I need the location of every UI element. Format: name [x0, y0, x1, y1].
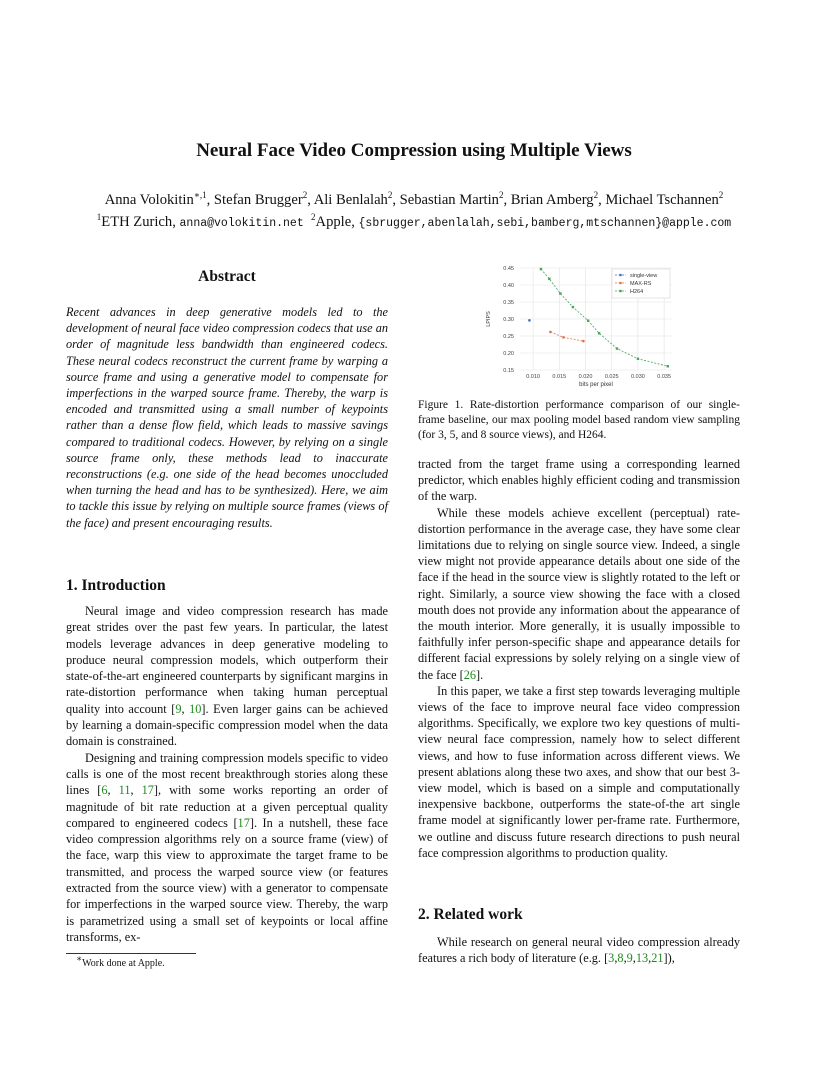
citation-link[interactable]: 3 [608, 951, 615, 966]
author-sup: 2 [718, 190, 724, 201]
x-tick-label: 0.035 [657, 374, 672, 380]
text: , [181, 701, 190, 716]
author: Stefan Brugger [213, 192, 303, 208]
text: ]. Even larger gains can be achieved by learning a domain-specific compression model when the data domain is constrained. [66, 701, 388, 749]
email-link[interactable]: anna@volokitin.net [179, 217, 304, 230]
abstract-heading: Abstract [198, 268, 256, 285]
author: Michael Tschannen [605, 192, 719, 208]
data-point-h264 [559, 292, 561, 294]
author-sup: ∗,1 [193, 190, 207, 201]
citation-link[interactable]: 9 [626, 951, 633, 966]
y-tick-label: 0.40 [503, 283, 514, 289]
affiliations [0, 214, 828, 231]
x-tick-label: 0.030 [631, 374, 645, 380]
right-column-body [418, 456, 740, 861]
author: Sebastian Martin [399, 192, 499, 208]
legend-swatch-marker [619, 290, 621, 292]
x-axis-label: bits per pixel [579, 382, 613, 388]
legend-label: MAX-RS [630, 281, 652, 287]
y-tick-label: 0.20 [503, 351, 514, 357]
citation-link[interactable]: 13 [635, 951, 649, 966]
x-tick-label: 0.020 [578, 374, 593, 380]
citation-link[interactable]: 6 [101, 783, 108, 798]
affiliation-sup: 1 [96, 212, 102, 223]
related-work-body: While research on general neural video compression already features a rich body of literature (e.g. [3,8,9,13,21]), [418, 935, 740, 966]
data-point-max-rs [562, 336, 565, 339]
footnote-mark: ∗ [76, 953, 83, 964]
y-tick-label: 0.25 [503, 334, 514, 340]
citation-link[interactable]: 17 [237, 815, 250, 830]
y-tick-label: 0.45 [503, 266, 514, 272]
y-axis-label: LPIPS [486, 311, 492, 327]
footnote-text: Work done at Apple. [82, 958, 165, 969]
legend-swatch-marker [619, 282, 622, 285]
data-point-h264 [637, 358, 639, 360]
citation-link[interactable]: 9 [175, 701, 182, 716]
author: Anna Volokitin [104, 192, 194, 208]
y-tick-label: 0.35 [503, 300, 514, 306]
x-tick-label: 0.015 [552, 374, 567, 380]
data-point-single-view [528, 319, 531, 322]
text: Neural image and video compression research has made great strides over the past few years. In particular, the latest models leverage advances in deep generative modeling to produce neural compression models, which outperform their state-of-the-art engineered counterparts by significant margins in rate-distortion performance when taking human perceptual quality into account [ [66, 604, 388, 716]
x-tick-label: 0.010 [526, 374, 540, 380]
citation-link[interactable]: 17 [141, 783, 154, 798]
figure-caption: Figure 1. Rate-distortion performance comparison of our single-frame baseline, our max pooling model based random view sampling (for 3, 5, and 8 source views), and H264. [418, 399, 740, 441]
paragraph [66, 750, 388, 946]
text: ], with some works reporting an order of magnitude of bit rate reduction at a given perceptual quality compared to engineered codecs [ [66, 783, 388, 830]
paragraph: In this paper, we take a first step towards leveraging multiple views of the face to improve neural face video compression algorithms. Specifically, we explore two key questions of multi-view neural face compression, namely how to select different views, and how to fuse information across different views. We present ablations along these two axes, and show that our best 3-view model, which is based on a simple and computationally inexpensive backbone, outperforms the state-of-the art single frame model at significantly lower per-frame rate. Furthermore, we outline and discuss future research directions to push neural face compression algorithms to production quality. [418, 683, 740, 860]
data-point-h264 [572, 306, 574, 308]
affiliation-name: ETH Zurich, [101, 214, 176, 230]
data-point-max-rs [549, 331, 552, 334]
data-point-max-rs [582, 340, 585, 343]
text: Designing and training compression models specific to video calls is one of the most recent breakthrough stories along these lines [ [66, 750, 388, 798]
author-sup: 2 [387, 190, 393, 201]
author: Brian Amberg [510, 192, 594, 208]
footnote-divider [66, 953, 196, 954]
section-heading-related-work: 2. Related work [418, 906, 523, 923]
section-heading-introduction: 1. Introduction [66, 577, 166, 594]
citation-link[interactable]: 8 [617, 951, 624, 966]
text: While these models achieve excellent (perceptual) rate-distortion performance in the average case, they have some clear limitations due to relying on single source view. Indeed, a single view might not provide appearance details about one side of the face if the head in the source view is slightly rotated to the left or right. Similarly, a source view showing the face with a closed mouth does not provide any information about the appearance of the mouth interior. More generally, it is usually impossible to faithfully infer person-specific shape and appearance details for different facial expressions by solely relying on a single view of the face [ [418, 505, 740, 682]
data-point-h264 [548, 278, 550, 280]
data-point-h264 [598, 332, 600, 334]
author-sup: 2 [593, 190, 599, 201]
legend-swatch-marker [619, 274, 622, 277]
data-point-h264 [616, 347, 618, 349]
affiliation-sup: 2 [311, 212, 316, 223]
text: ]. In a nutshell, these face video compression algorithms rely on a source frame (view) of the face, warp this view to approximate the target frame to be transmitted, and process the warped source view (or features extracted from the source view) with a generator to compensate for imperfections in the warped source view. Thereby, the warp is parametrized using a small set of keypoints or local affine transforms, ex- [66, 815, 388, 944]
text: While research on general neural video compression already features a rich body of literature (e.g. [ [418, 935, 740, 966]
author-sup: 2 [498, 190, 504, 201]
abstract-text: Recent advances in deep generative models led to the development of neural face video compression codecs that use an order of magnitude less bandwidth than engineered codecs. These neural codecs reconstruct the current frame by warping a source frame and using a generative model to compensate for imperfections in the warped source frame. Thereby, the warp is encoded and transmitted using a small number of keypoints rather than a dense flow field, which leads to massive savings compared to traditional codecs. However, by relying on a single source frame only, these methods lead to inaccurate reconstructions (e.g. one side of the head becomes unoccluded when turning the head and has to be synthesized). Here, we aim to tackle this issue by relying on multiple source frames (views of the face) and present encouraging results. [66, 305, 388, 530]
paragraph [66, 603, 388, 750]
footnote [66, 953, 165, 969]
affiliation-name: Apple, [315, 214, 355, 230]
data-point-h264 [587, 320, 589, 322]
y-tick-label: 0.15 [503, 368, 514, 374]
citation-link[interactable]: 11 [118, 783, 131, 798]
introduction-body [66, 603, 388, 945]
legend-label: H264 [630, 289, 644, 295]
text: ]), [663, 951, 675, 966]
text: ]. [476, 667, 484, 682]
paragraph: tracted from the target frame using a corresponding learned predictor, which enables highly efficient coding and transmission of the warp. [418, 457, 740, 504]
legend-label: single-view [630, 273, 658, 279]
citation-link[interactable]: 10 [189, 701, 202, 716]
author-sup: 2 [302, 190, 308, 201]
paragraph [418, 505, 740, 683]
citation-link[interactable]: 21 [651, 951, 664, 966]
email-link[interactable]: {sbrugger,abenlalah,sebi,bamberg,mtschannen}@apple.com [358, 217, 732, 230]
y-tick-label: 0.30 [503, 317, 514, 323]
author: Ali Benlalah [313, 192, 388, 208]
data-point-h264 [667, 365, 669, 367]
data-point-h264 [540, 268, 542, 270]
text: , [130, 783, 142, 798]
x-tick-label: 0.025 [604, 374, 619, 380]
text: , [107, 783, 119, 798]
author-list: Anna Volokitin$^{∗,1}$, Stefan Brugger$^2$, Ali Benlalah$^2$, Sebastian Martin$^2$, Brian Amberg$^2$, Michael Tschannen$^2$ [104, 190, 724, 208]
series-line-max-rs [550, 332, 583, 341]
rate-distortion-chart [480, 262, 680, 392]
paper-title: Neural Face Video Compression using Multiple Views [196, 140, 632, 161]
citation-link[interactable]: 26 [463, 667, 477, 682]
